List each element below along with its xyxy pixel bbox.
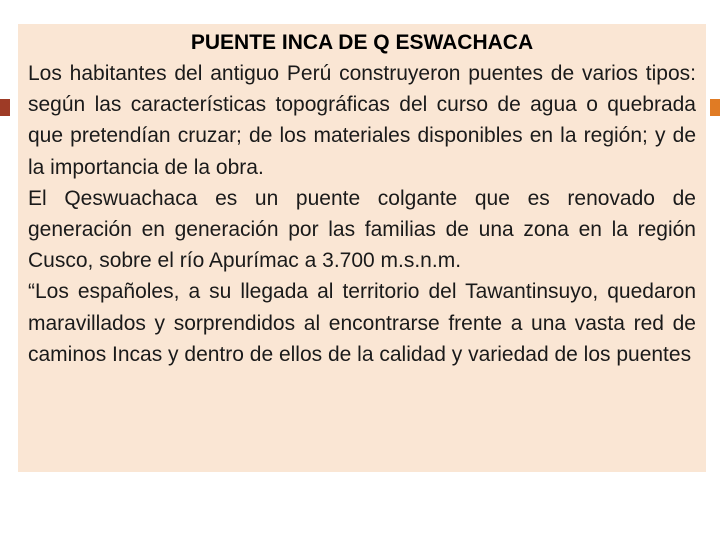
- paragraph-intro: Los habitantes del antiguo Perú construyeron puentes de varios tipos: según las características topográficas del curso de agua o quebrada que pretendían cruzar; de los materiales disponibles en la región; y de la importancia de la obra.: [28, 62, 696, 179]
- text-panel: [18, 24, 706, 472]
- slide-title: PUENTE INCA DE Q ESWACHACA: [190, 31, 534, 54]
- left-accent-marker: [0, 99, 10, 116]
- right-accent-marker: [710, 99, 720, 116]
- paragraph-qeswachaca: El Qeswuachaca es un puente colgante que es renovado de generación en generación por las familias de una zona en la región Cusco, sobre el río Apurímac a 3.700 m.s.n.m.: [28, 186, 696, 273]
- paragraph-quote: “Los españoles, a su llegada al territorio del Tawantinsuyo, quedaron maravillados y sorprendidos al encontrarse frente a una vasta red de caminos Incas y dentro de ellos de la calidad y variedad de los puentes: [28, 280, 696, 366]
